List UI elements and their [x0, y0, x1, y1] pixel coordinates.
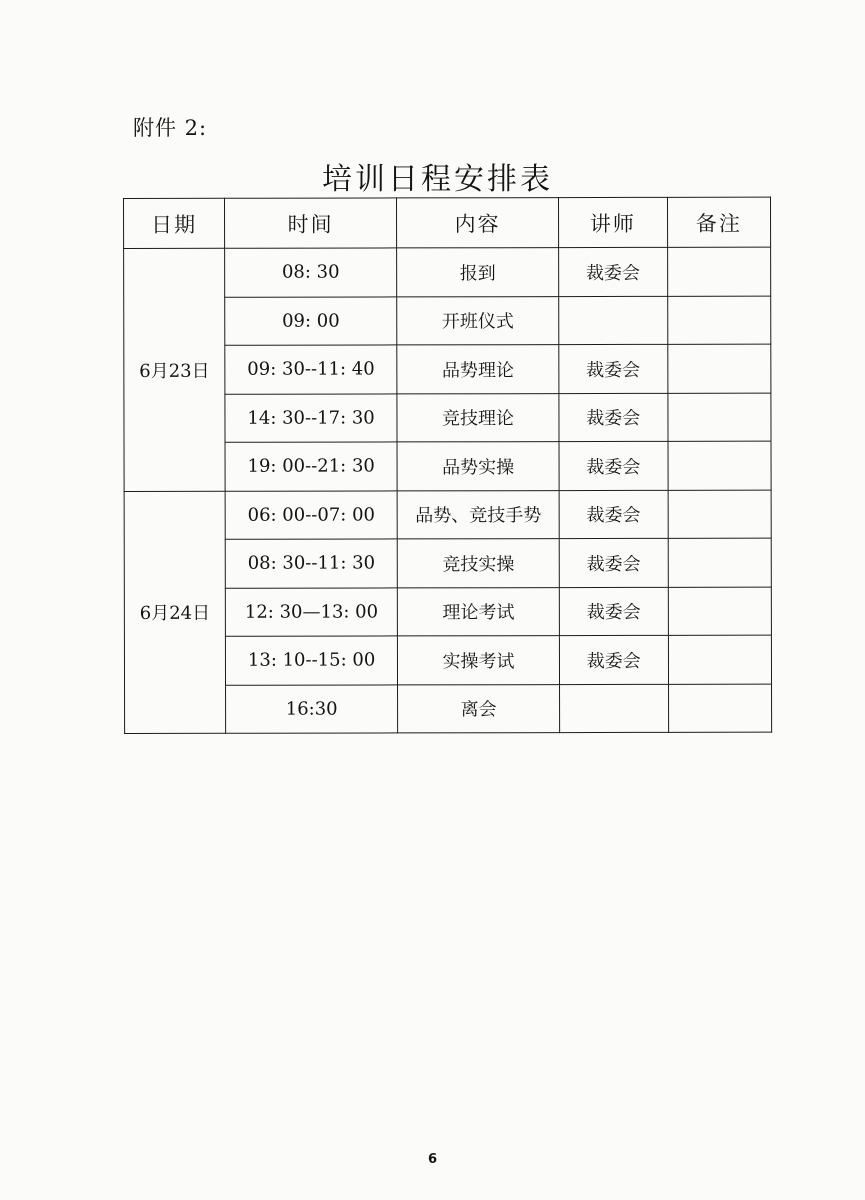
teacher-cell: 裁委会	[559, 490, 668, 539]
teacher-cell	[559, 296, 668, 345]
page-number: 6	[427, 1152, 438, 1167]
notes-cell	[668, 635, 772, 684]
time-cell: 16:30	[226, 684, 398, 733]
notes-cell	[667, 296, 771, 345]
content-cell: 开班仪式	[397, 296, 559, 345]
content-cell: 品势、竞技手势	[397, 490, 559, 539]
notes-cell	[667, 393, 771, 442]
content-cell: 品势实操	[397, 442, 559, 491]
time-cell: 09: 30--11: 40	[225, 345, 397, 394]
content-cell: 品势理论	[397, 345, 559, 394]
header-date: 日期	[124, 198, 225, 248]
time-cell: 09: 00	[225, 296, 397, 345]
content-cell: 理论考试	[397, 587, 559, 636]
date-cell: 6月24日	[124, 491, 226, 734]
time-cell: 08: 30--11: 30	[225, 539, 397, 588]
teacher-cell	[560, 684, 669, 733]
content-cell: 实操考试	[397, 636, 559, 685]
teacher-cell: 裁委会	[559, 441, 668, 490]
notes-cell	[668, 538, 772, 587]
page-title: 培训日程安排表	[322, 162, 553, 197]
content-cell: 报到	[397, 248, 559, 297]
header-time: 时间	[225, 198, 397, 248]
teacher-cell: 裁委会	[559, 587, 668, 636]
teacher-cell: 裁委会	[559, 393, 668, 442]
teacher-cell: 裁委会	[559, 538, 668, 587]
table-row	[124, 490, 771, 540]
teacher-cell: 裁委会	[559, 635, 668, 684]
header-teacher: 讲师	[559, 197, 668, 247]
header-content: 内容	[397, 198, 559, 248]
teacher-cell: 裁委会	[559, 247, 668, 296]
notes-cell	[668, 490, 772, 539]
time-cell: 08: 30	[225, 248, 397, 297]
notes-cell	[667, 247, 771, 296]
header-notes: 备注	[667, 197, 771, 247]
content-cell: 离会	[398, 684, 560, 733]
time-cell: 06: 00--07: 00	[225, 490, 397, 539]
attachment-label: 附件 2:	[133, 116, 208, 140]
time-cell: 12: 30—13: 00	[225, 587, 397, 636]
date-cell: 6月23日	[124, 248, 226, 491]
notes-cell	[668, 684, 772, 733]
time-cell: 14: 30--17: 30	[225, 393, 397, 442]
time-cell: 13: 10--15: 00	[226, 636, 398, 685]
content-cell: 竞技实操	[397, 539, 559, 588]
notes-cell	[668, 441, 772, 490]
table-header-row	[124, 197, 771, 248]
teacher-cell: 裁委会	[559, 344, 668, 393]
notes-cell	[668, 587, 772, 636]
table-row	[124, 247, 771, 297]
schedule-table	[123, 197, 772, 734]
content-cell: 竞技理论	[397, 393, 559, 442]
time-cell: 19: 00--21: 30	[225, 442, 397, 491]
notes-cell	[667, 344, 771, 393]
